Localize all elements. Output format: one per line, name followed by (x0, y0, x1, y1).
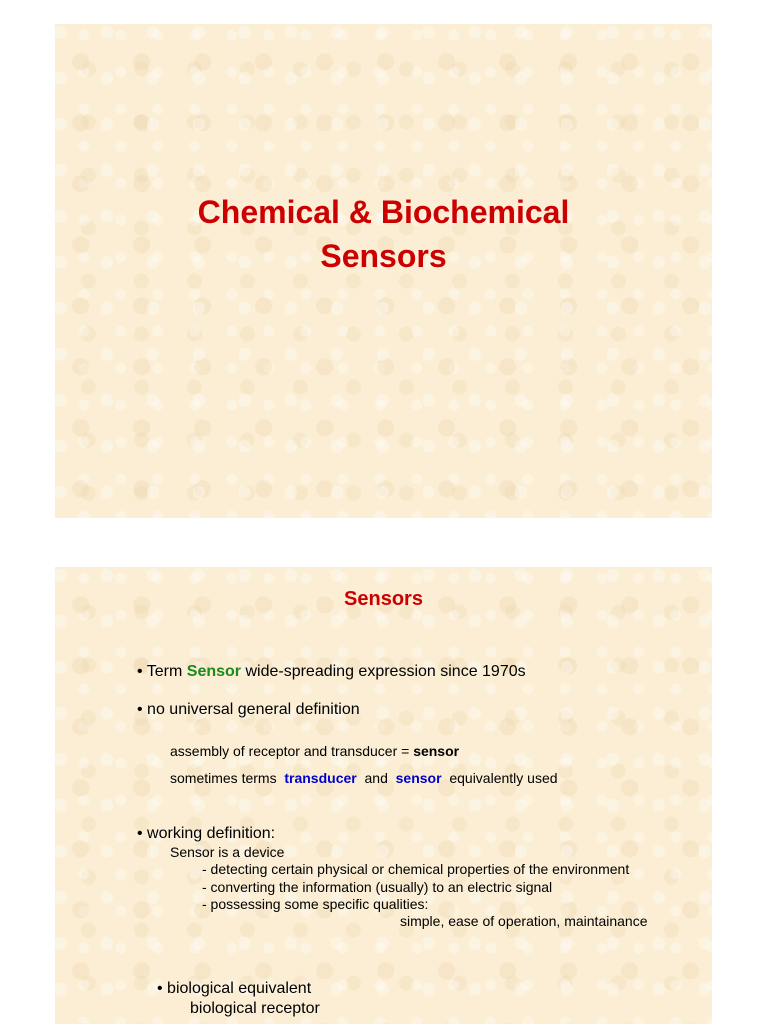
sub-text: assembly of receptor and transducer = (170, 743, 414, 759)
term-transducer: transducer (284, 770, 357, 786)
definition-intro: Sensor is a device (170, 844, 285, 860)
title-line-2: Sensors (320, 238, 447, 274)
bullet-biological-equivalent: • biological equivalent (157, 980, 312, 997)
bullet-text: • Term (137, 663, 187, 680)
term-sensor-bold: sensor (413, 743, 460, 759)
definition-item-1: - detecting certain physical or chemical properties of the environment (202, 861, 630, 877)
slide-title (55, 190, 712, 278)
sub-assembly (170, 742, 459, 760)
bullet-no-definition: • no universal general definition (137, 701, 360, 718)
title-line-1: Chemical & Biochemical (197, 194, 570, 230)
sub-text: and (360, 770, 392, 786)
term-sensor-blue: sensor (395, 770, 442, 786)
biological-receptor: biological receptor (190, 1000, 320, 1017)
sub-text: sometimes terms (170, 770, 281, 786)
sub-text: equivalently used (445, 770, 558, 786)
definition-item-2: - converting the information (usually) to an electric signal (202, 879, 553, 895)
sub-equivalent (170, 769, 558, 787)
bullet-text: wide-spreading expression since 1970s (241, 663, 526, 680)
bullet-term-sensor (137, 662, 526, 682)
term-sensor: Sensor (186, 663, 242, 680)
title-slide (55, 24, 712, 518)
definition-item-3: - possessing some specific qualities: (202, 896, 429, 912)
slide-heading: Sensors (344, 588, 423, 610)
sensors-slide (55, 567, 712, 1024)
bullet-working-definition: • working definition: (137, 825, 276, 842)
definition-qualities: simple, ease of operation, maintainance (400, 913, 648, 929)
